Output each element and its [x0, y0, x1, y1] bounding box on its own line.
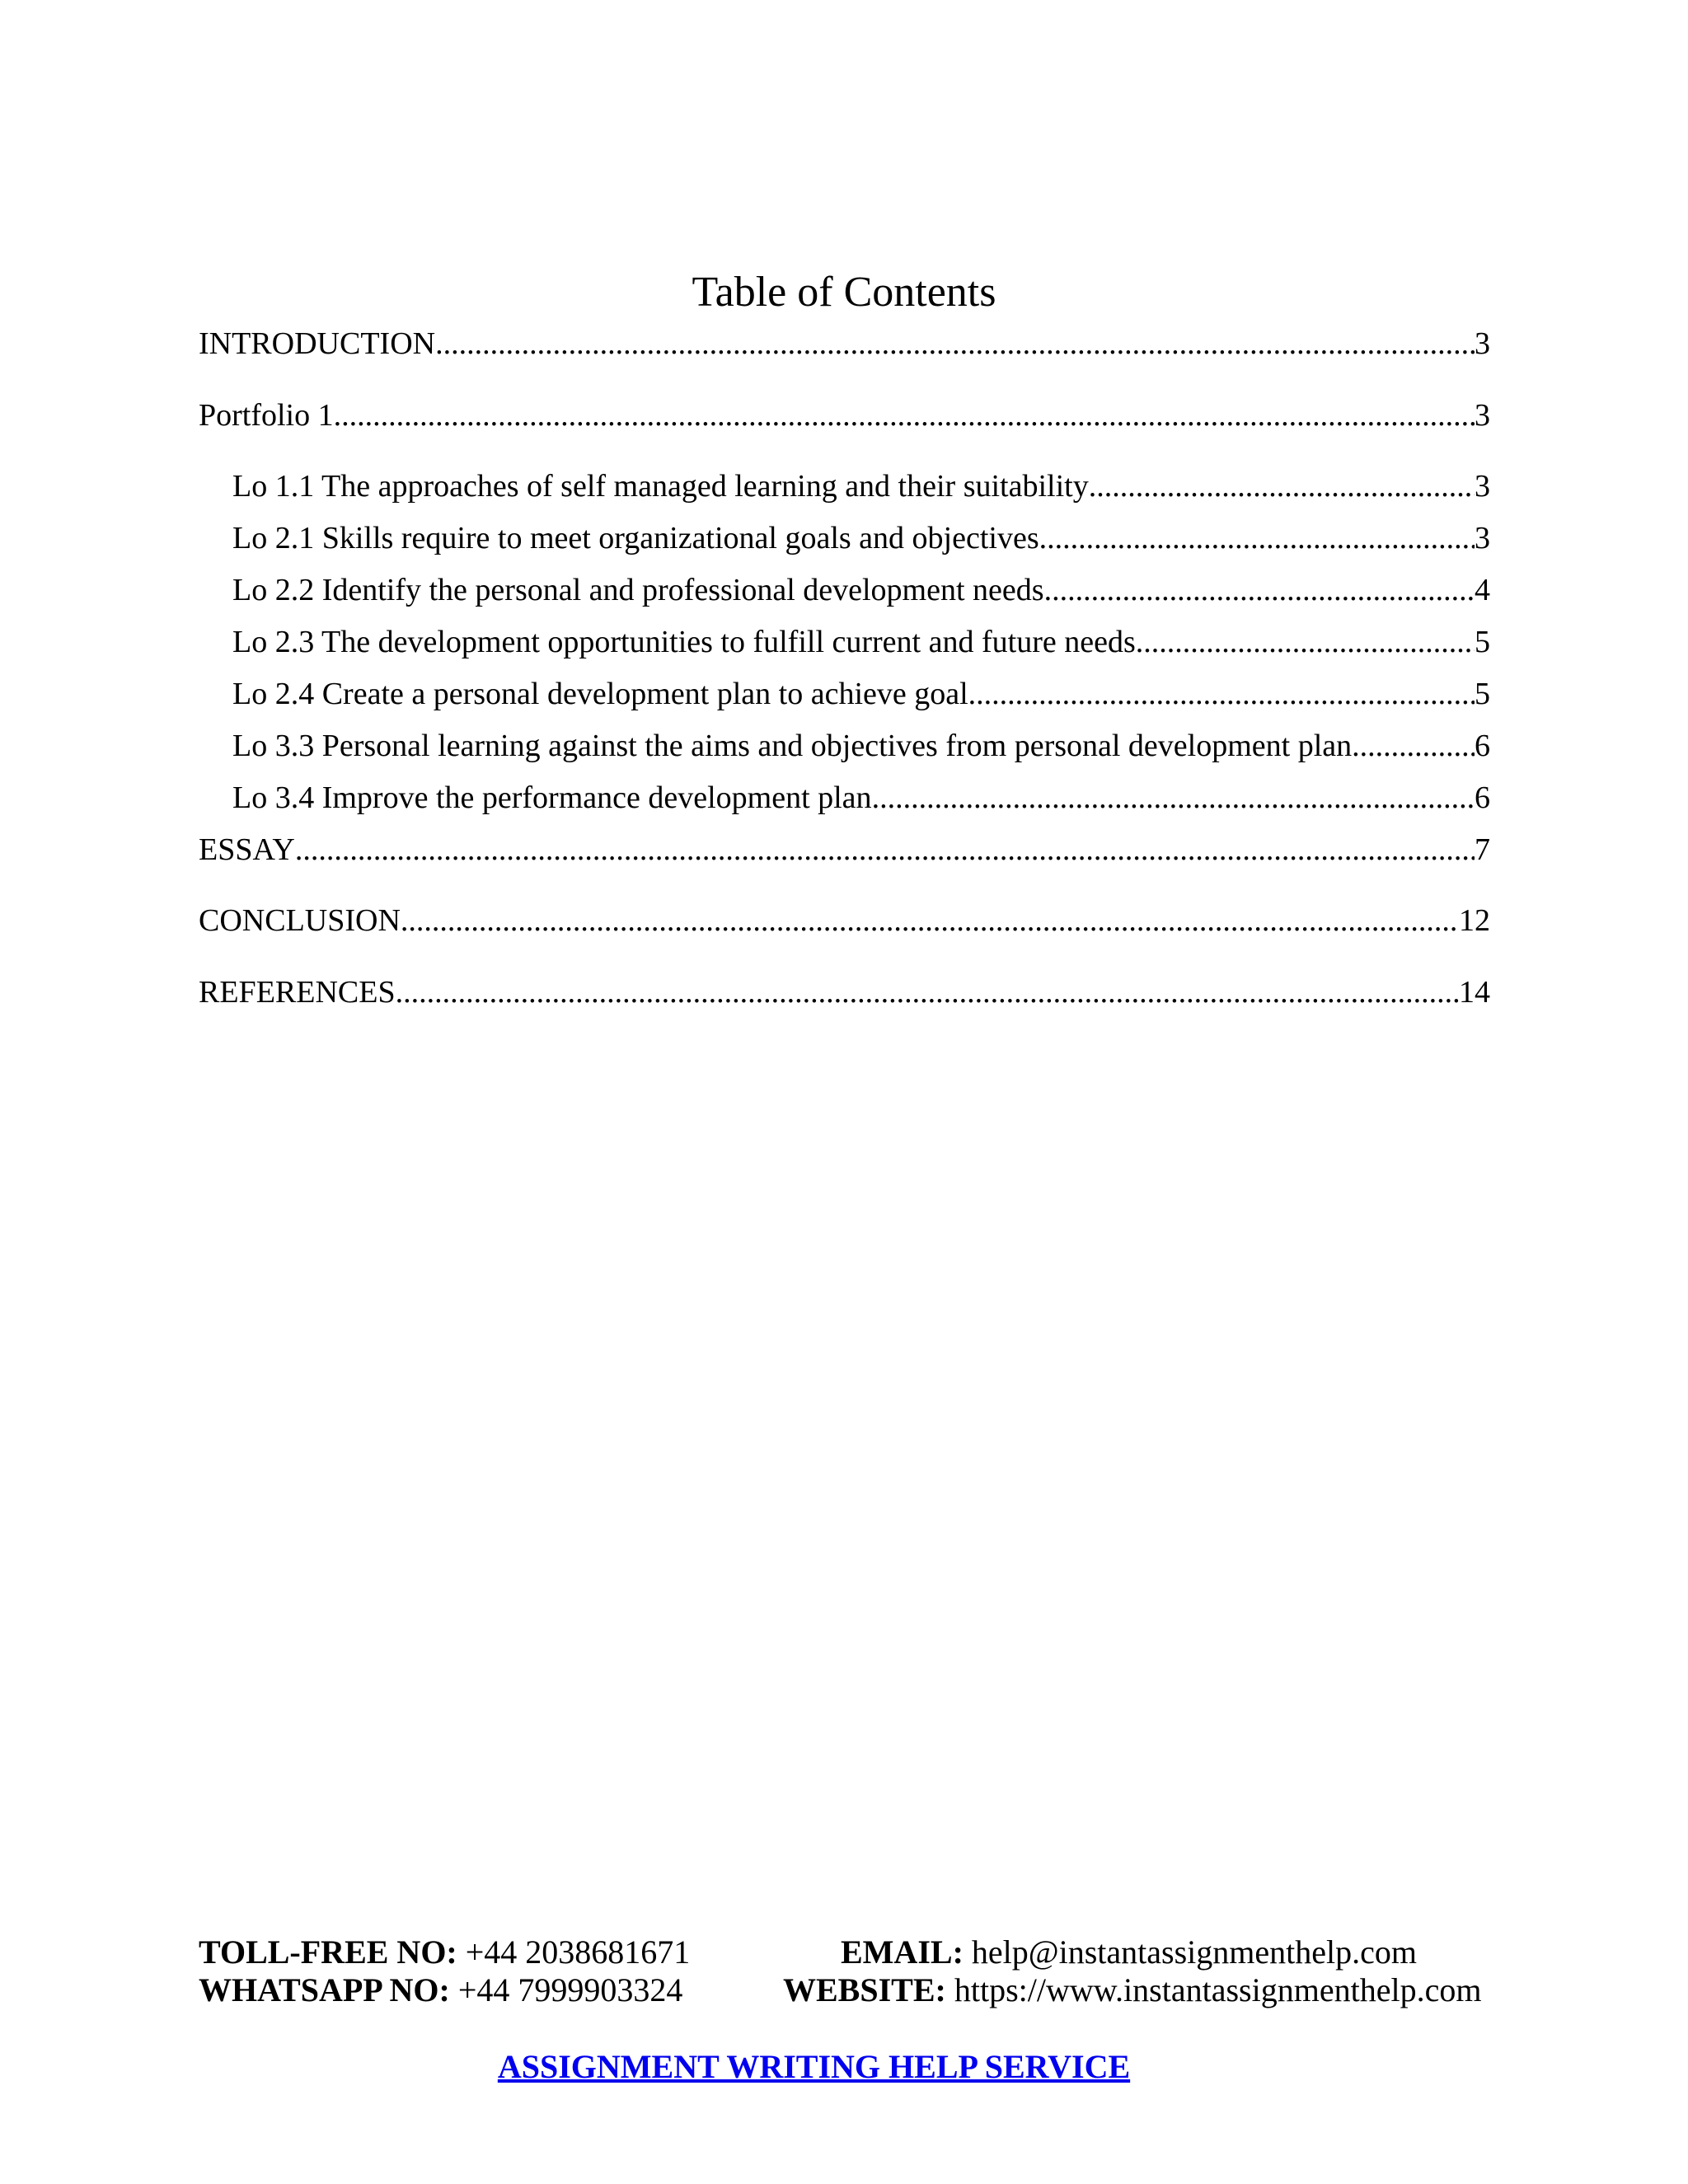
toc-dot-leader — [968, 673, 1475, 715]
email-label: EMAIL: — [841, 1933, 964, 1971]
toc-entry-page: 12 — [1459, 903, 1490, 938]
toc-dot-leader — [401, 899, 1459, 942]
toc-entry-label: Lo 2.2 Identify the personal and professional development needs — [232, 573, 1044, 607]
toll-free-number: +44 2038681671 — [457, 1933, 691, 1971]
toc-entry-page: 6 — [1475, 729, 1490, 763]
toc-dot-leader — [295, 828, 1475, 871]
toc-entry-label: CONCLUSION — [199, 903, 401, 938]
toc-title: Table of Contents — [692, 269, 996, 316]
toc-entry-lo-2-1[interactable] — [232, 517, 1490, 560]
whatsapp-number: +44 7999903324 — [449, 1971, 683, 2008]
toc-entry-lo-2-2[interactable] — [232, 569, 1490, 612]
toc-entry-label: Lo 1.1 The approaches of self managed learning and their suitability — [232, 469, 1089, 504]
toc-entry-lo-3-4[interactable] — [232, 776, 1490, 819]
toc-dot-leader — [1039, 517, 1475, 560]
toc-dot-leader — [1136, 621, 1475, 663]
whatsapp-label: WHATSAPP NO: — [199, 1971, 450, 2008]
toc-entry-label: Portfolio 1 — [199, 398, 334, 433]
toc-entry-page: 3 — [1475, 521, 1490, 555]
assignment-service-link[interactable]: ASSIGNMENT WRITING HELP SERVICE — [497, 2048, 1131, 2085]
toc-entry-portfolio-1[interactable] — [199, 394, 1490, 437]
website-line — [783, 1971, 1481, 2009]
toc-entry-lo-2-3[interactable] — [232, 621, 1490, 663]
toc-entry-label: Lo 3.4 Improve the performance development plan — [232, 780, 872, 815]
email-line — [841, 1933, 1417, 1971]
toc-dot-leader — [396, 971, 1459, 1014]
toc-entry-page: 6 — [1475, 780, 1490, 815]
toc-entry-page: 4 — [1475, 573, 1490, 607]
toc-entry-label: ESSAY — [199, 832, 295, 867]
toc-dot-leader — [435, 322, 1475, 365]
toc-entry-label: REFERENCES — [199, 975, 396, 1010]
toll-free-line — [199, 1933, 690, 1971]
toc-dot-leader — [1044, 569, 1475, 612]
toc-entry-page: 14 — [1459, 975, 1490, 1010]
toc-entry-page: 3 — [1475, 469, 1490, 504]
toc-dot-leader — [1352, 724, 1475, 767]
toc-entry-introduction[interactable] — [199, 322, 1490, 365]
toc-entry-page: 7 — [1475, 832, 1490, 867]
toc-dot-leader — [334, 394, 1475, 437]
toc-entry-page: 5 — [1475, 677, 1490, 711]
toc-entry-page: 3 — [1475, 398, 1490, 433]
toc-entry-conclusion[interactable] — [199, 899, 1490, 942]
toc-entry-label: Lo 2.1 Skills require to meet organizational goals and objectives — [232, 521, 1039, 555]
toll-free-label: TOLL-FREE NO: — [199, 1933, 457, 1971]
toc-entry-page: 3 — [1475, 326, 1490, 361]
toc-entry-lo-2-4[interactable] — [232, 673, 1490, 715]
toc-entry-lo-1-1[interactable] — [232, 465, 1490, 508]
toc-entry-lo-3-3[interactable] — [232, 724, 1490, 767]
toc-entry-label: INTRODUCTION — [199, 326, 436, 361]
whatsapp-line — [199, 1971, 682, 2009]
toc-entry-essay[interactable] — [199, 828, 1490, 871]
website-url[interactable]: https://www.instantassignmenthelp.com — [945, 1971, 1482, 2008]
toc-entry-page: 5 — [1475, 625, 1490, 659]
toc-entry-references[interactable] — [199, 971, 1490, 1014]
email-address[interactable]: help@instantassignmenthelp.com — [963, 1933, 1417, 1971]
toc-dot-leader — [1089, 465, 1475, 508]
website-label: WEBSITE: — [783, 1971, 946, 2008]
toc-entry-label: Lo 2.4 Create a personal development plan to achieve goal — [232, 677, 968, 711]
toc-entry-label: Lo 3.3 Personal learning against the aims and objectives from personal development plan — [232, 729, 1353, 763]
toc-dot-leader — [872, 776, 1475, 819]
toc-entry-label: Lo 2.3 The development opportunities to fulfill current and future needs — [232, 625, 1136, 659]
